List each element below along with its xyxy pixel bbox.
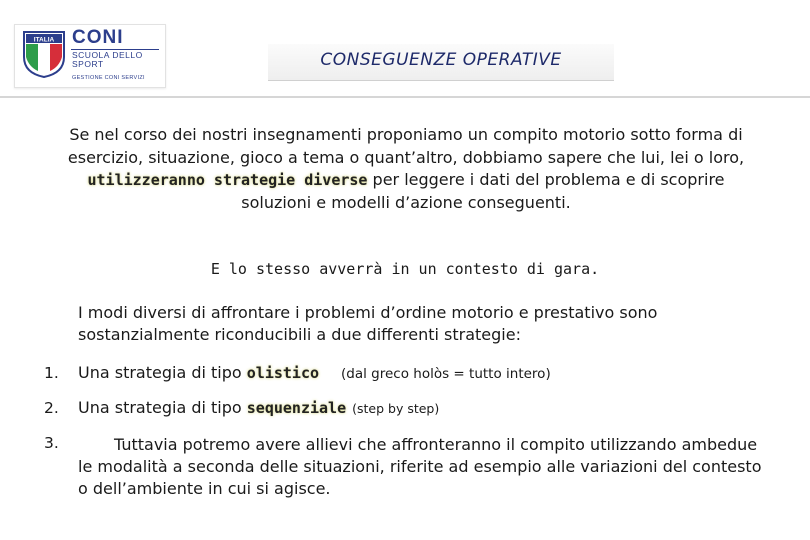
logo-country-text: ITALIA [33,36,55,44]
slide-title: CONSEGUENZE OPERATIVE [320,50,562,70]
list-number-3: 3. [44,434,59,452]
logo-brand: CONI [72,27,124,48]
list-item-1-note: (dal greco holòs = tutto intero) [341,366,551,382]
italia-shield-icon [21,29,67,79]
list-item-3-text: Tuttavia potremo avere allievi che affronteranno il compito utilizzando ambedue le modalità a seconda delle situazioni, riferite ad esempio alle variazioni del contesto o dell’ambiente in cui si agisce. [78,435,762,498]
list-item-2-keyword: sequenziale [246,399,347,417]
list-item-3 [78,434,768,500]
list-item-2 [78,398,439,417]
list-number-2: 2. [44,399,59,417]
intro-paragraph [66,124,746,214]
logo-school: SCUOLA DELLO SPORT [72,50,143,69]
list-item-2-text: Una strategia di tipo [78,398,247,417]
list-item-1 [78,363,551,382]
list-item-2-note: (step by step) [352,401,440,416]
header [0,0,810,95]
intro-text-before: Se nel corso dei nostri insegnamenti proponiamo un compito motorio sotto forma di esercizio, situazione, gioco a tema o quant’altro, dobbiamo sapere che lui, lei o loro, [67,125,745,167]
list-item-1-keyword: olistico [246,364,320,382]
intro-highlight: utilizzeranno strategie diverse [87,171,368,189]
list-number-1: 1. [44,364,59,382]
title-bar [268,44,614,81]
header-divider [0,96,810,98]
logo-subtitle: GESTIONE CONI SERVIZI [72,75,145,81]
intro-text-after: per leggere i dati del problema e di scoprire soluzioni e modelli d’azione conseguenti. [241,170,725,212]
modi-paragraph: I modi diversi di affrontare i problemi d’ordine motorio e prestativo sono sostanzialmente riconducibili a due differenti strategie: [78,303,658,344]
coni-logo [14,24,166,88]
gara-statement: E lo stesso avverrà in un contesto di gara. [210,260,600,278]
list-item-1-text: Una strategia di tipo [78,363,247,382]
